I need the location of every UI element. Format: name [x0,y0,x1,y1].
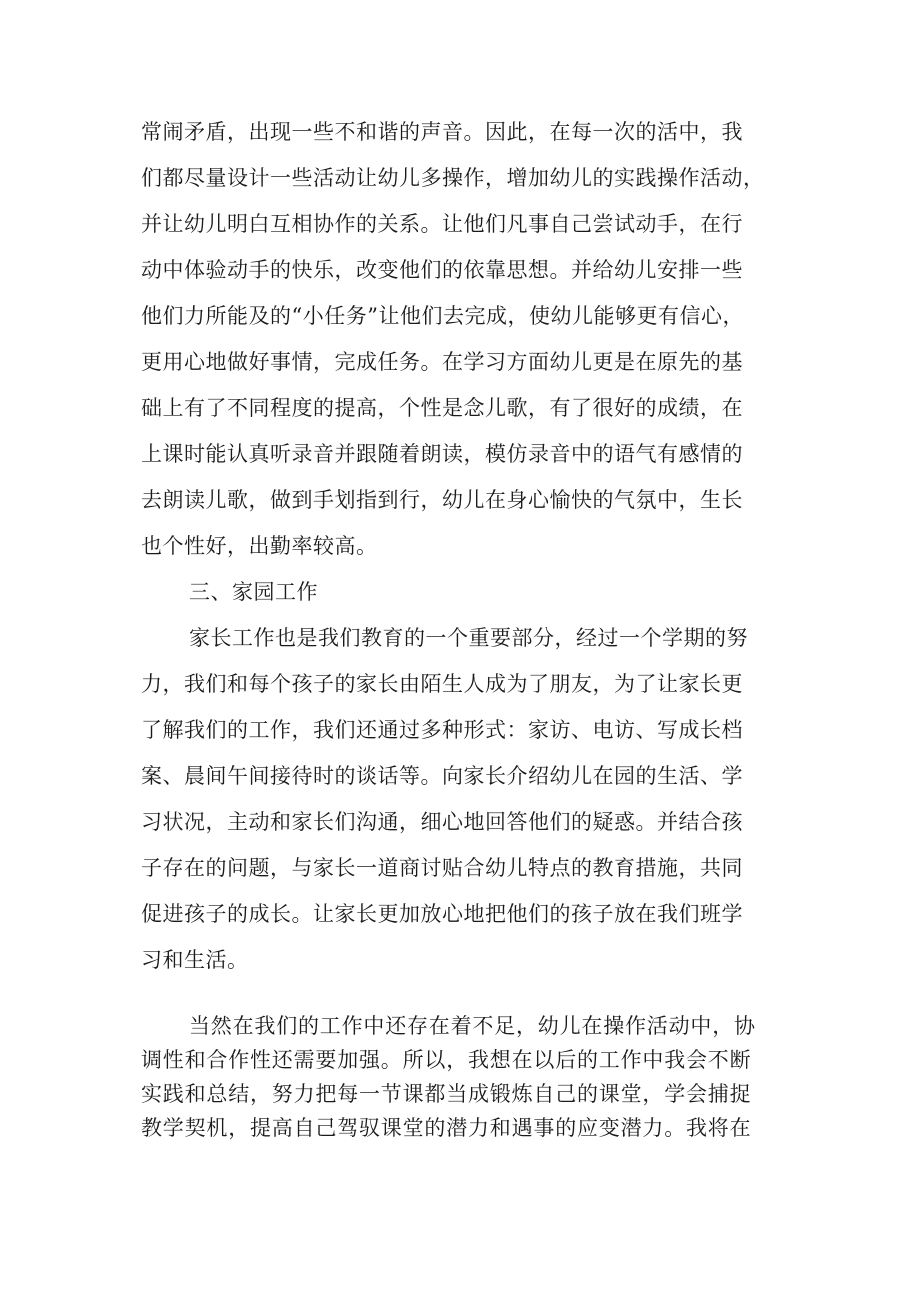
text-line: 习状况，主动和家长们沟通，细心地回答他们的疑惑。并结合孩 [141,810,743,834]
text-line: 上课时能认真听录音并跟随着朗读，模仿录音中的语气有感情的 [141,442,743,466]
text-line: 子存在的问题，与家长一道商讨贴合幼儿特点的教育措施，共同 [141,856,743,880]
text-line: 去朗读儿歌，做到手划指到行，幼儿在身心愉快的气氛中，生长 [141,488,743,512]
text-line: 案、晨间午间接待时的谈话等。向家长介绍幼儿在园的生活、学 [141,764,743,788]
text-line: 调性和合作性还需要加强。所以，我想在以后的工作中我会不断 [141,1048,752,1072]
text-line: 常闹矛盾，出现一些不和谐的声音。因此，在每一次的活中，我 [141,120,743,144]
text-line: 促进孩子的成长。让家长更加放心地把他们的孩子放在我们班学 [141,902,743,926]
text-line: 他们力所能及的“小任务”让他们去完成，使幼儿能够更有信心， [141,304,744,328]
text-line: 习和生活。 [141,948,249,972]
text-line: 础上有了不同程度的提高，个性是念儿歌，有了很好的成绩，在 [141,396,743,420]
text-line: 当然在我们的工作中还存在着不足，幼儿在操作活动中，协 [189,1014,756,1038]
section-heading: 三、家园工作 [189,580,318,604]
text-line: 了解我们的工作，我们还通过多种形式：家访、电访、写成长档 [141,718,743,742]
text-line: 教学契机，提高自己驾驭课堂的潜力和遇事的应变潜力。我将在 [141,1116,752,1140]
text-line: 实践和总结，努力把每一节课都当成锻炼自己的课堂，学会捕捉 [141,1082,752,1106]
text-line: 们都尽量设计一些活动让幼儿多操作，增加幼儿的实践操作活动， [141,166,765,190]
text-line: 家长工作也是我们教育的一个重要部分，经过一个学期的努 [189,626,748,650]
text-line: 力，我们和每个孩子的家长由陌生人成为了朋友，为了让家长更 [141,672,743,696]
text-line: 也个性好，出勤率较高。 [141,534,378,558]
text-line: 动中体验动手的快乐，改变他们的依靠思想。并给幼儿安排一些 [141,258,743,282]
text-line: 并让幼儿明白互相协作的关系。让他们凡事自己尝试动手，在行 [141,212,743,236]
text-line: 更用心地做好事情，完成任务。在学习方面幼儿更是在原先的基 [141,350,743,374]
